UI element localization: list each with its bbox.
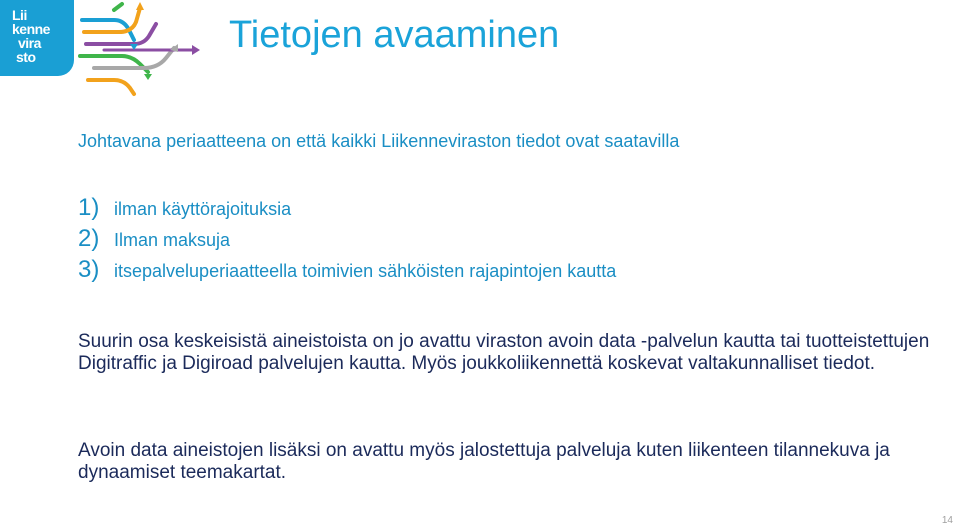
route-arrows-icon: [74, 0, 204, 100]
logo-text-line: vira: [18, 35, 41, 51]
list-item: [78, 256, 616, 287]
list-number: 3): [78, 256, 100, 283]
list-text: ilman käyttörajoituksia: [114, 199, 292, 219]
list-text: Ilman maksuja: [114, 230, 231, 250]
list-item: [78, 225, 616, 256]
slide-title: Tietojen avaaminen: [229, 14, 560, 56]
body-paragraph-1: Suurin osa keskeisistä aineistoista on jo avattu viraston avoin data -palvelun kautta tai tuotteistettujen Digitraffic ja Digiroad palvelujen kautta. Myös joukkoliikennettä koskevat valtakunnalliset tiedot.: [78, 331, 930, 374]
logo-text-line: sto: [16, 49, 36, 65]
body-paragraph-2: Avoin data aineistojen lisäksi on avattu myös jalostettuja palveluja kuten liikenteen tilannekuva ja dynaamiset teemakartat.: [78, 440, 890, 483]
list-text: itsepalveluperiaatteella toimivien sähköisten rajapintojen kautta: [114, 261, 617, 281]
logo-text-line: kenne: [12, 21, 50, 37]
liikennevirasto-logo: [0, 0, 74, 76]
logo-text-line: Lii: [12, 7, 27, 23]
list-number: 1): [78, 194, 100, 221]
page-number: 14: [941, 515, 953, 526]
principles-list: [78, 194, 616, 287]
list-number: 2): [78, 225, 100, 252]
intro-text: Johtavana periaatteena on että kaikki Liikenneviraston tiedot ovat saatavilla: [78, 131, 680, 151]
list-item: [78, 194, 616, 225]
